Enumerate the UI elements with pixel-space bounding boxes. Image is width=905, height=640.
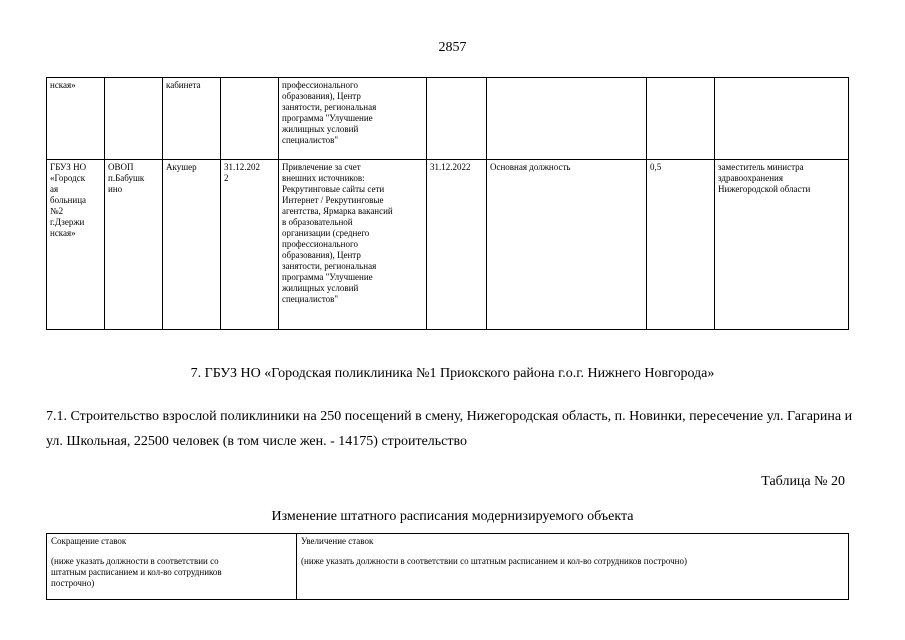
rate-increase-header: Увеличение ставок <box>301 536 374 546</box>
table-cell <box>105 78 163 160</box>
table-row <box>47 534 849 600</box>
table-cell-position: Акушер <box>163 160 221 330</box>
table-cell-rate: 0,5 <box>647 160 715 330</box>
page-number: 2857 <box>438 40 467 55</box>
table-cell-subdivision: ОВОП п.Бабушк ино <box>105 160 163 330</box>
table-cell-employment-type: Основная должность <box>487 160 647 330</box>
table-cell: кабинета <box>163 78 221 160</box>
table-cell <box>715 78 849 160</box>
table-heading: Изменение штатного расписания модернизируемого объекта <box>271 509 634 524</box>
staffing-change-table <box>46 533 849 600</box>
table-cell: профессионального образования), Центр занятости, региональная программа "Улучшение жилищных условий специалистов" <box>279 78 427 160</box>
table-cell-organization: ГБУЗ НО «Городск ая больница №2 г.Дзержи нская» <box>47 160 105 330</box>
rate-increase-cell <box>297 534 849 600</box>
rate-reduction-header: Сокращение ставок <box>51 536 127 546</box>
table-row <box>47 160 849 330</box>
section-title: 7. ГБУЗ НО «Городская поликлиника №1 Приокского района г.о.г. Нижнего Новгорода» <box>190 366 715 381</box>
table-caption: Таблица № 20 <box>761 474 845 489</box>
table-cell: нская» <box>47 78 105 160</box>
table-row <box>47 78 849 160</box>
table-cell <box>647 78 715 160</box>
rate-increase-hint: (ниже указать должности в соответствии со штатным расписанием и кол-во сотрудников построчно) <box>301 556 687 566</box>
staffing-table-continuation <box>46 77 849 330</box>
table-cell-responsible: заместитель министра здравоохранения Нижегородской области <box>715 160 849 330</box>
table-cell-deadline: 31.12.2022 <box>427 160 487 330</box>
section-paragraph: 7.1. Строительство взрослой поликлиники на 250 посещений в смену, Нижегородская область, п. Новинки, пересечение ул. Гагарина и ул. Школьная, 22500 человек (в том числе жен. - 14175) строительство <box>46 409 853 449</box>
table-cell <box>487 78 647 160</box>
rate-reduction-hint: (ниже указать должности в соответствии со штатным расписанием и кол-во сотрудников построчно) <box>51 556 222 588</box>
table-cell-date: 31.12.202 2 <box>221 160 279 330</box>
rate-reduction-cell <box>47 534 297 600</box>
table-cell <box>427 78 487 160</box>
table-cell-measures: Привлечение за счет внешних источников: Рекрутинговые сайты сети Интернет / Рекрутинговые агентства, Ярмарка вакансий в образовательной организации (среднего профессионального образования), Центр занятости, региональная программа "Улучшение жилищных условий специалистов" <box>279 160 427 330</box>
table-cell <box>221 78 279 160</box>
